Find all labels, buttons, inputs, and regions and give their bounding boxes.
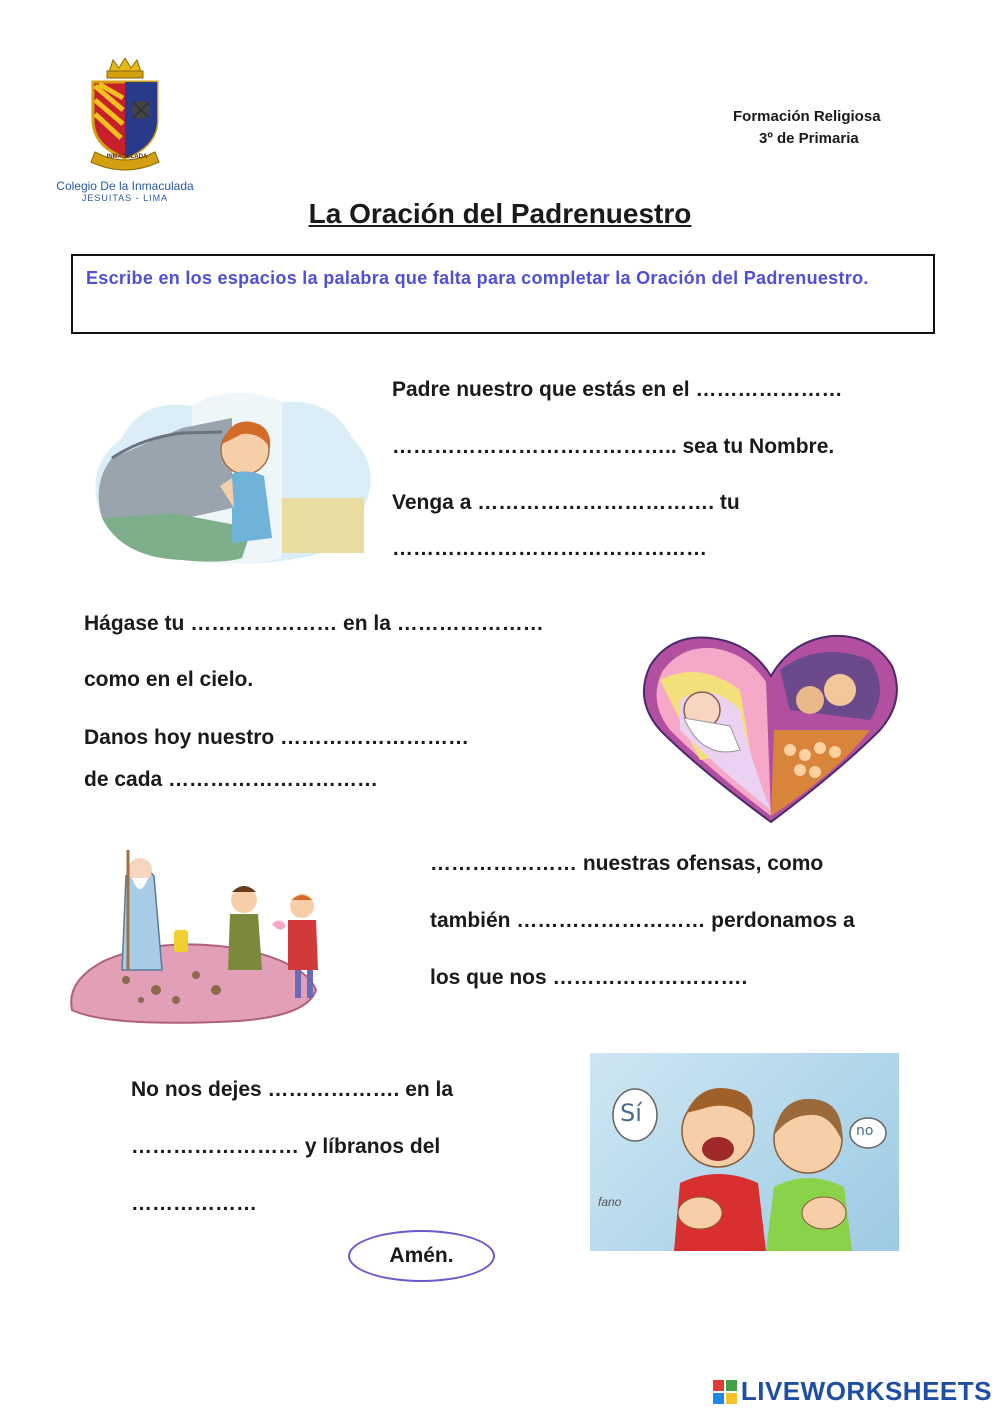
section2-line-1: Hágase tu ………………… en la …………………	[84, 612, 544, 635]
heart-illustration	[640, 630, 902, 825]
brand-logo-icon	[713, 1380, 737, 1404]
section4-line-2: …………………… y líbranos del	[131, 1135, 441, 1158]
section1-line-1: Padre nuestro que estás en el …………………	[392, 378, 843, 401]
liveworksheets-brand	[713, 1376, 992, 1407]
yes-no-drawing	[590, 1053, 899, 1251]
section3-line-1: ………………… nuestras ofensas, como	[430, 852, 824, 875]
section1-line-2: ………………………………….. sea tu Nombre.	[392, 435, 835, 458]
crest-ribbon-text: INMACULADA	[106, 154, 148, 160]
section3-line-3: los que nos ……………………….	[430, 966, 748, 989]
section2-line-2: como en el cielo.	[84, 668, 254, 691]
praying-boy-illustration	[82, 388, 380, 566]
yes-no-illustration	[590, 1053, 899, 1251]
bubble-no-text: no	[856, 1123, 874, 1139]
school-logo	[55, 58, 195, 203]
instructions-text: Escribe en los espacios la palabra que falta para completar la Oración del Padrenuestro.	[86, 268, 869, 288]
page-title: La Oración del Padrenuestro	[308, 198, 692, 229]
artist-signature: fano	[598, 1195, 622, 1209]
forgiveness-illustration	[66, 840, 340, 1026]
section1-line-4: ………………………………………	[392, 537, 707, 560]
brand-text: LIVEWORKSHEETS	[740, 1376, 992, 1406]
section2-line-4: de cada …………………………	[84, 768, 379, 791]
section4-line-1: No nos dejes ………………. en la	[131, 1078, 454, 1101]
section1-line-3: Venga a ……………………………. tu	[392, 491, 740, 514]
school-name: Colegio De la Inmaculada	[56, 179, 194, 193]
amen-label: Amén.	[348, 1230, 495, 1282]
bubble-yes-text: Sí	[620, 1099, 642, 1127]
school-subtitle: JESUITAS - LIMA	[81, 193, 169, 203]
course-grade: 3º de Primaria	[759, 130, 859, 147]
course-name: Formación Religiosa	[733, 108, 881, 125]
section2-line-3: Danos hoy nuestro ………………………	[84, 726, 470, 749]
section4-line-3: ………………	[131, 1192, 257, 1215]
instructions-box	[71, 254, 935, 334]
section3-line-2: también ……………………… perdonamos a	[430, 909, 855, 932]
